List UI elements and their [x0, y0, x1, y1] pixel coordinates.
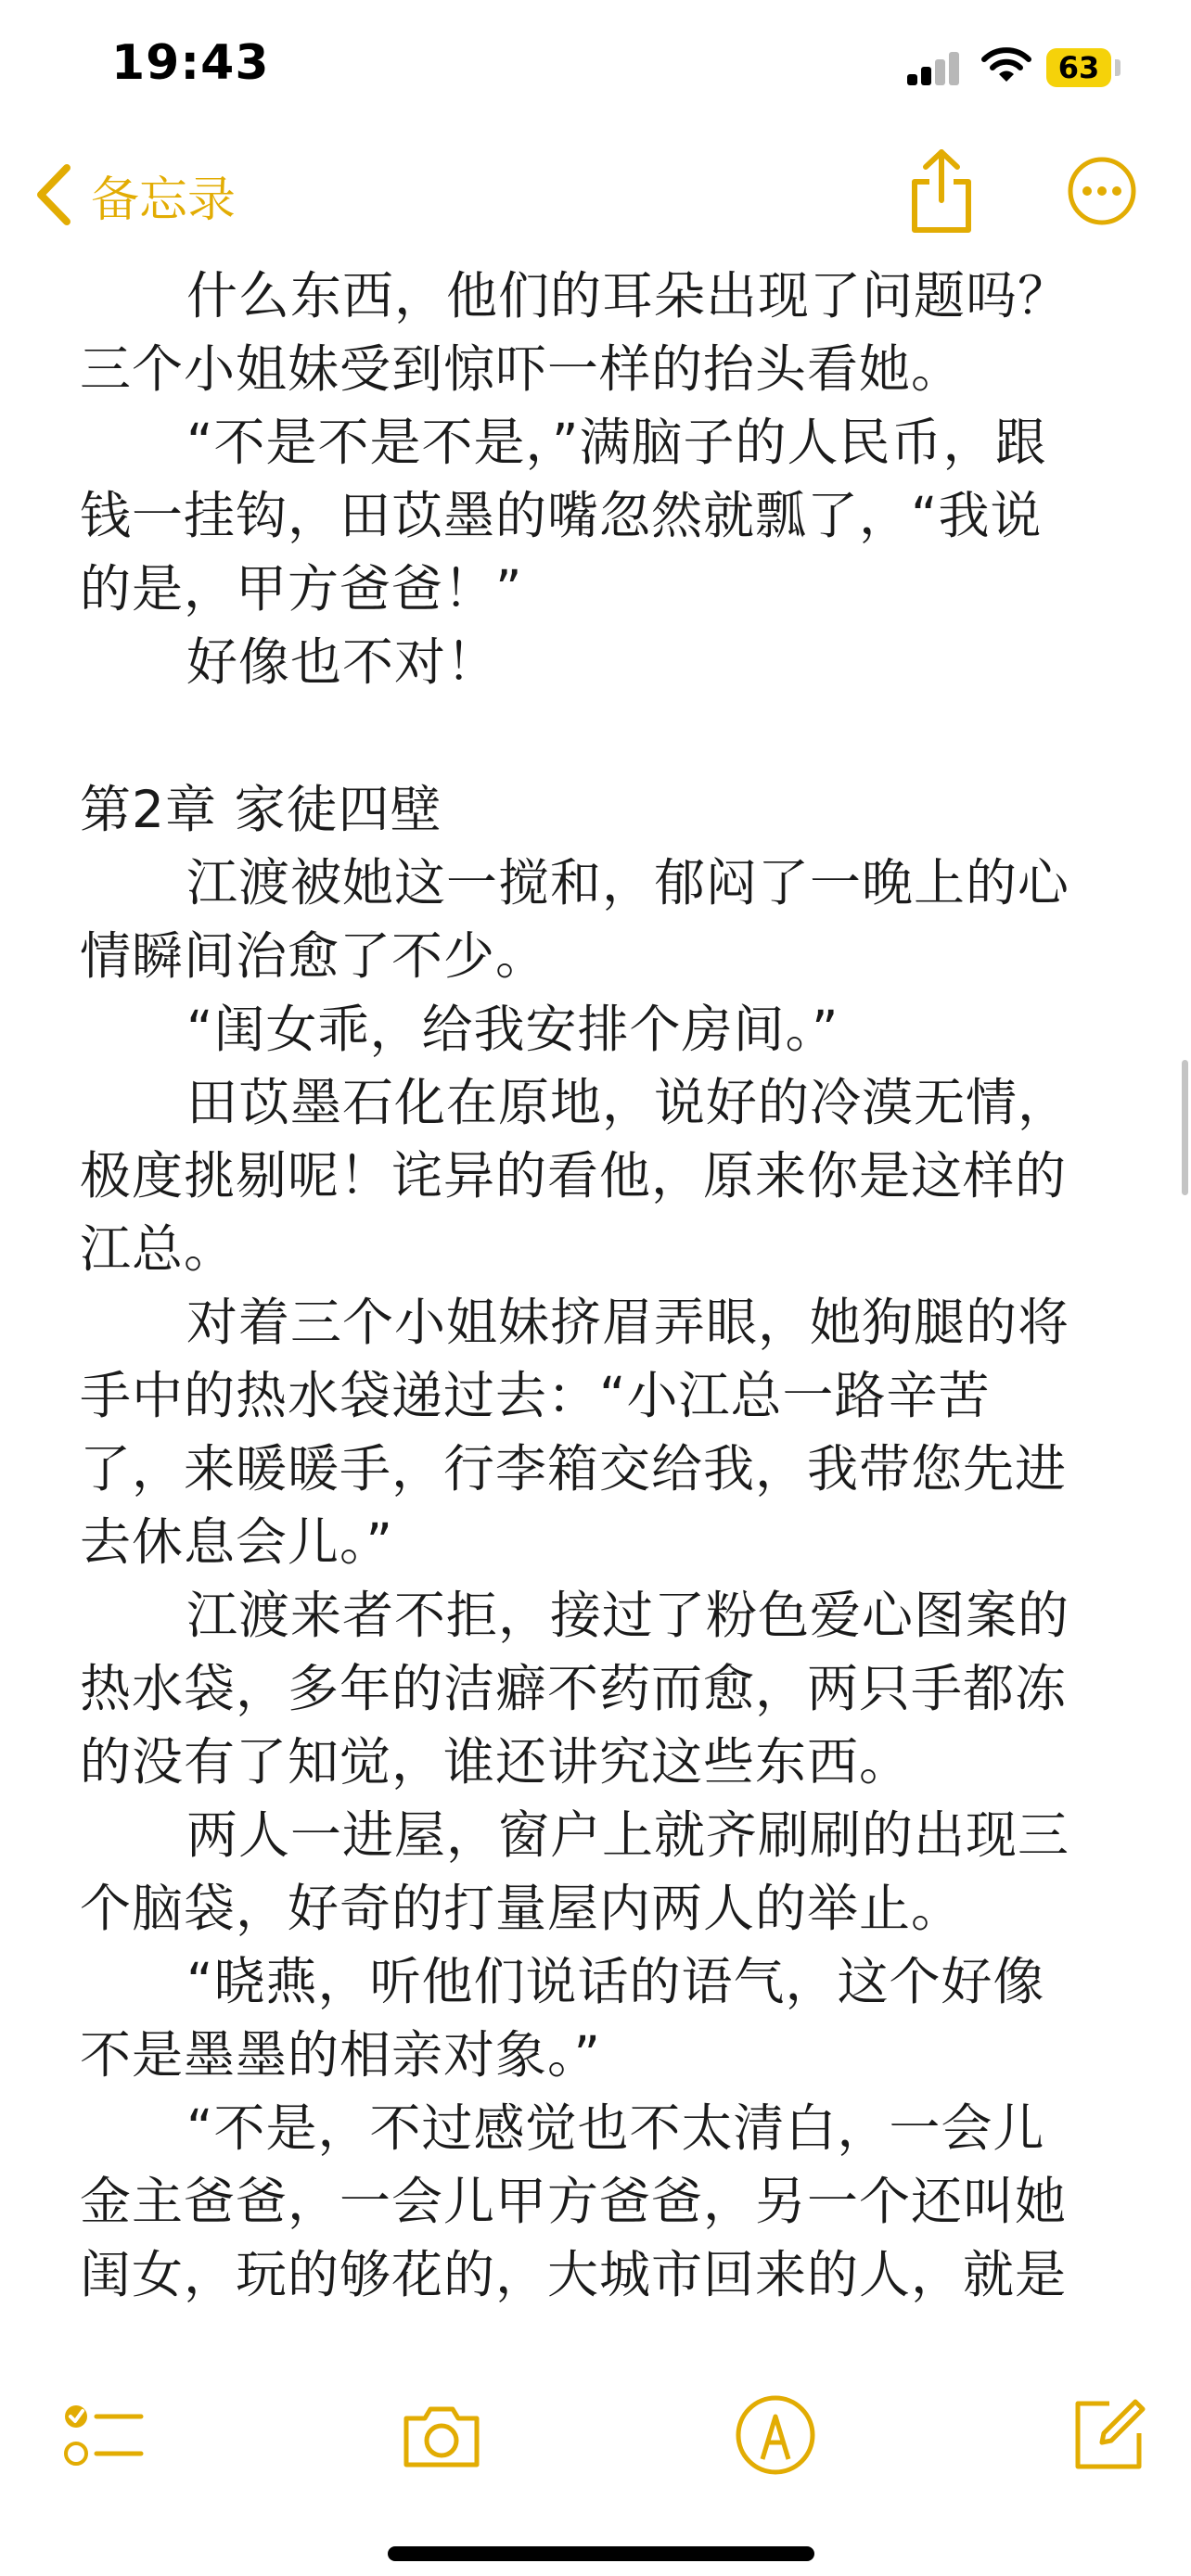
scroll-indicator[interactable]: [1182, 1060, 1188, 1195]
compose-icon[interactable]: [1065, 2392, 1150, 2478]
note-line: “不是不是不是，”满脑子的人民币，跟: [186, 413, 1047, 472]
battery-icon: 63: [1046, 48, 1111, 87]
nav-bar: [0, 130, 1191, 250]
more-icon[interactable]: [1067, 156, 1137, 226]
note-line: 的没有了知觉，谁还讲究这些东西。: [80, 1732, 912, 1792]
back-label: 备忘录: [91, 172, 237, 228]
note-line: 情瞬间治愈了不少。: [80, 926, 548, 986]
status-time: 19:43: [111, 35, 270, 91]
note-line: 两人一进屋，窗户上就齐刷刷的出现三: [186, 1805, 1070, 1865]
note-line: 田苡墨石化在原地，说好的冷漠无情，: [186, 1073, 1070, 1132]
markup-icon[interactable]: [733, 2392, 818, 2478]
back-button[interactable]: [33, 158, 236, 232]
status-bar: [0, 0, 1191, 130]
note-line: “闺女乖，给我安排个房间。”: [186, 1000, 839, 1059]
note-line: 江渡被她这一搅和，郁闷了一晚上的心: [186, 853, 1070, 912]
note-line: 江渡来者不拒，接过了粉色爱心图案的: [186, 1586, 1070, 1645]
camera-icon[interactable]: [399, 2392, 484, 2478]
wifi-icon: [981, 46, 1031, 83]
chapter-heading: 第2章 家徒四壁: [80, 780, 442, 839]
note-line: 个脑袋，好奇的打量屋内两人的举止。: [80, 1879, 964, 1938]
note-line: 了，来暖暖手，行李箱交给我，我带您先进: [80, 1439, 1068, 1498]
note-line: 好像也不对！: [186, 632, 499, 692]
note-body[interactable]: [80, 260, 1119, 2312]
note-blank-line: [80, 699, 1119, 773]
note-line: 钱一挂钩，田苡墨的嘴忽然就瓢了，“我说: [80, 486, 1043, 545]
home-indicator[interactable]: [388, 2546, 814, 2561]
note-line: 金主爸爸，一会儿甲方爸爸，另一个还叫她: [80, 2172, 1068, 2231]
chevron-left-icon: [33, 162, 74, 227]
note-line: 三个小姐妹受到惊吓一样的抬头看她。: [80, 339, 964, 399]
note-line: 闺女，玩的够花的，大城市回来的人，就是: [80, 2245, 1068, 2304]
checklist-icon[interactable]: [61, 2392, 147, 2478]
note-line: 对着三个小姐妹挤眉弄眼，她狗腿的将: [186, 1293, 1070, 1352]
note-line: 热水袋，多年的洁癖不药而愈，两只手都冻: [80, 1659, 1068, 1718]
note-line: 江总。: [80, 1219, 237, 1279]
note-line: 去休息会儿。”: [80, 1512, 393, 1572]
note-line: 不是墨墨的相亲对象。”: [80, 2025, 601, 2085]
signal-icon: [907, 52, 961, 85]
battery-cap: [1115, 59, 1121, 76]
note-line: 的是，甲方爸爸！”: [80, 559, 523, 618]
note-line: 什么东西，他们的耳朵出现了问题吗？: [186, 266, 1070, 325]
note-line: “不是，不过感觉也不太清白，一会儿: [186, 2098, 1045, 2158]
note-line: “晓燕，听他们说话的语气，这个好像: [186, 1952, 1045, 2011]
share-icon[interactable]: [905, 147, 978, 236]
note-line: 极度挑剔呢！诧异的看他，原来你是这样的: [80, 1146, 1068, 1205]
note-line: 手中的热水袋递过去：“小江总一路辛苦: [80, 1366, 991, 1425]
